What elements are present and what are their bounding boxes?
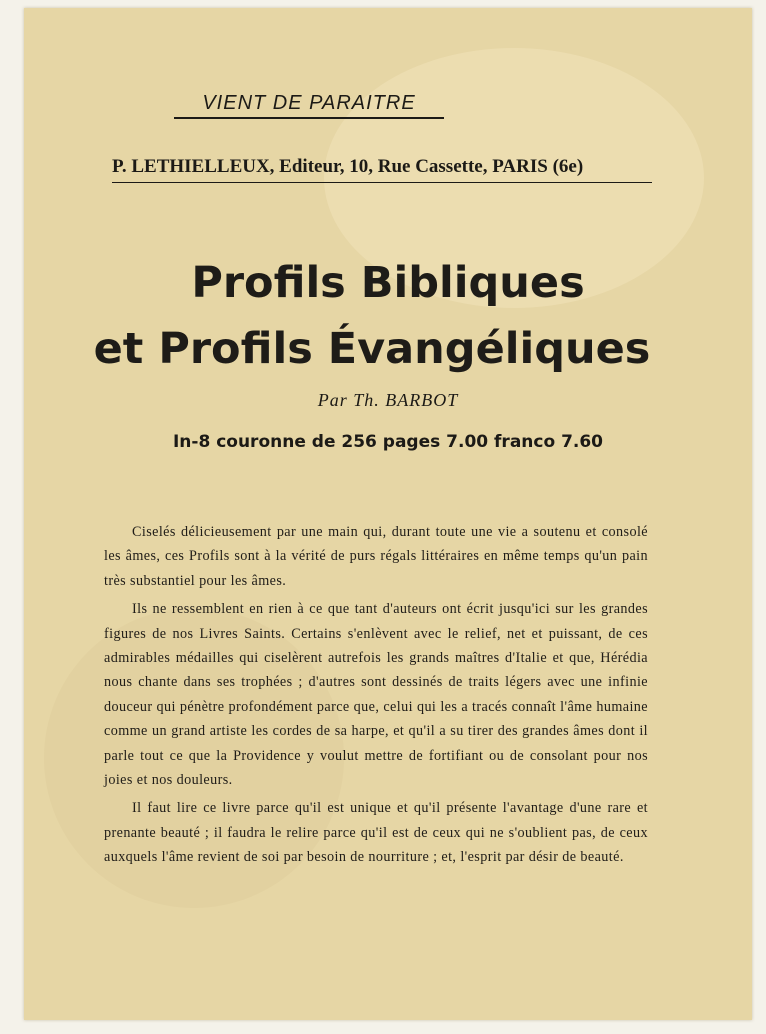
paragraph: Il faut lire ce livre parce qu'il est unique et qu'il présente l'avantage d'une rare et prenante beauté ; il faudra le relire parce qu'il est de ceux qui ne s'oublient pas, de ceux auxquels l'âme revient de soi par besoin de nourriture ; et, l'esprit par désir de beauté.: [104, 800, 648, 866]
publisher-line: P. LETHIELLEUX, Editeur, 10, Rue Cassette, PARIS (6e): [112, 156, 652, 183]
paragraph: Ils ne ressemblent en rien à ce que tant d'auteurs ont écrit jusqu'ici sur les grandes figures de nos Livres Saints. Certains s'enlèvent avec le relief, net et puissant, de ces admirables médailles qui ciselèrent autrefois les grands maîtres d'Italie et que, Hérédia nous chante dans ses trophées ; d'autres sont dessinés de traits légers avec une infinie douceur qui pénètre profondément parce que, celui qui les a tracés connaît l'âme humaine comme un grand artiste les cordes de sa harpe, et qu'il a su tirer des grandes âmes dont il parle tout ce que la Providence y voulut mettre de fortifiant ou de consolant pour nos joies et nos douleurs.: [104, 601, 648, 789]
author-line: Par Th. BARBOT: [317, 390, 459, 410]
description-text: [104, 520, 648, 870]
announcement-heading: VIENT DE PARAITRE: [174, 92, 444, 119]
book-title-line-1: Profils Bibliques: [191, 258, 585, 308]
flyer-page: [24, 8, 752, 1020]
format-price-line: In-8 couronne de 256 pages 7.00 franco 7.60: [172, 432, 604, 452]
book-title-line-2: et Profils Évangéliques: [93, 324, 651, 374]
paragraph: Ciselés délicieusement par une main qui, durant toute une vie a soutenu et consolé les âmes, ces Profils sont à la vérité de purs régals littéraires en même temps qu'un pain très substantiel pour les âmes.: [104, 524, 648, 589]
